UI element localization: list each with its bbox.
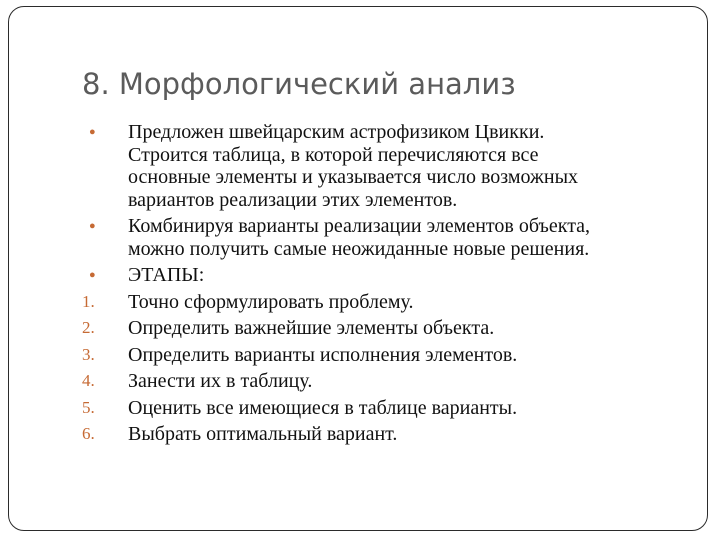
- step-number: 5.: [82, 397, 95, 417]
- bullet-icon: ●: [89, 269, 96, 281]
- step-text: Занести их в таблицу.: [128, 370, 313, 392]
- step-text: Точно сформулировать проблему.: [128, 290, 414, 313]
- numbered-item: [82, 317, 702, 340]
- step-number: 2.: [82, 318, 95, 337]
- step-text: Определить варианты исполнения элементов.: [128, 343, 518, 366]
- bullet-line: Строится таблица, в которой перечисляются все: [128, 143, 539, 166]
- step-number: 6.: [82, 424, 95, 443]
- step-number: 4.: [82, 371, 95, 390]
- slide-content: [82, 121, 702, 450]
- bullet-line: можно получить самые неожиданные новые решения.: [128, 237, 590, 260]
- bullet-item: [82, 264, 702, 287]
- bullet-line: Комбинируя варианты реализации элементов объекта,: [128, 215, 591, 237]
- numbered-item: [82, 397, 702, 420]
- bullet-line: основные элементы и указывается число возможных: [128, 166, 579, 188]
- step-text: Оценить все имеющиеся в таблице варианты.: [128, 396, 518, 419]
- step-text: Выбрать оптимальный вариант.: [128, 423, 398, 445]
- step-text: Определить важнейшие элементы объекта.: [128, 317, 495, 339]
- bullet-item: [82, 121, 702, 211]
- slide: [8, 6, 708, 531]
- bullet-line: вариантов реализации этих элементов.: [128, 188, 458, 211]
- slide-title: 8. Морфологический анализ: [82, 67, 516, 101]
- numbered-item: [82, 344, 702, 367]
- bullet-icon: ●: [89, 126, 96, 138]
- bullet-item: [82, 215, 702, 260]
- step-number: 1.: [82, 291, 95, 311]
- step-number: 3.: [82, 344, 95, 364]
- bullet-line: Предложен швейцарским астрофизиком Цвикки.: [128, 121, 545, 143]
- numbered-item: [82, 370, 702, 393]
- numbered-item: [82, 423, 702, 446]
- bullet-icon: ●: [89, 220, 96, 232]
- bullet-line: ЭТАПЫ:: [128, 264, 205, 286]
- numbered-item: [82, 291, 702, 314]
